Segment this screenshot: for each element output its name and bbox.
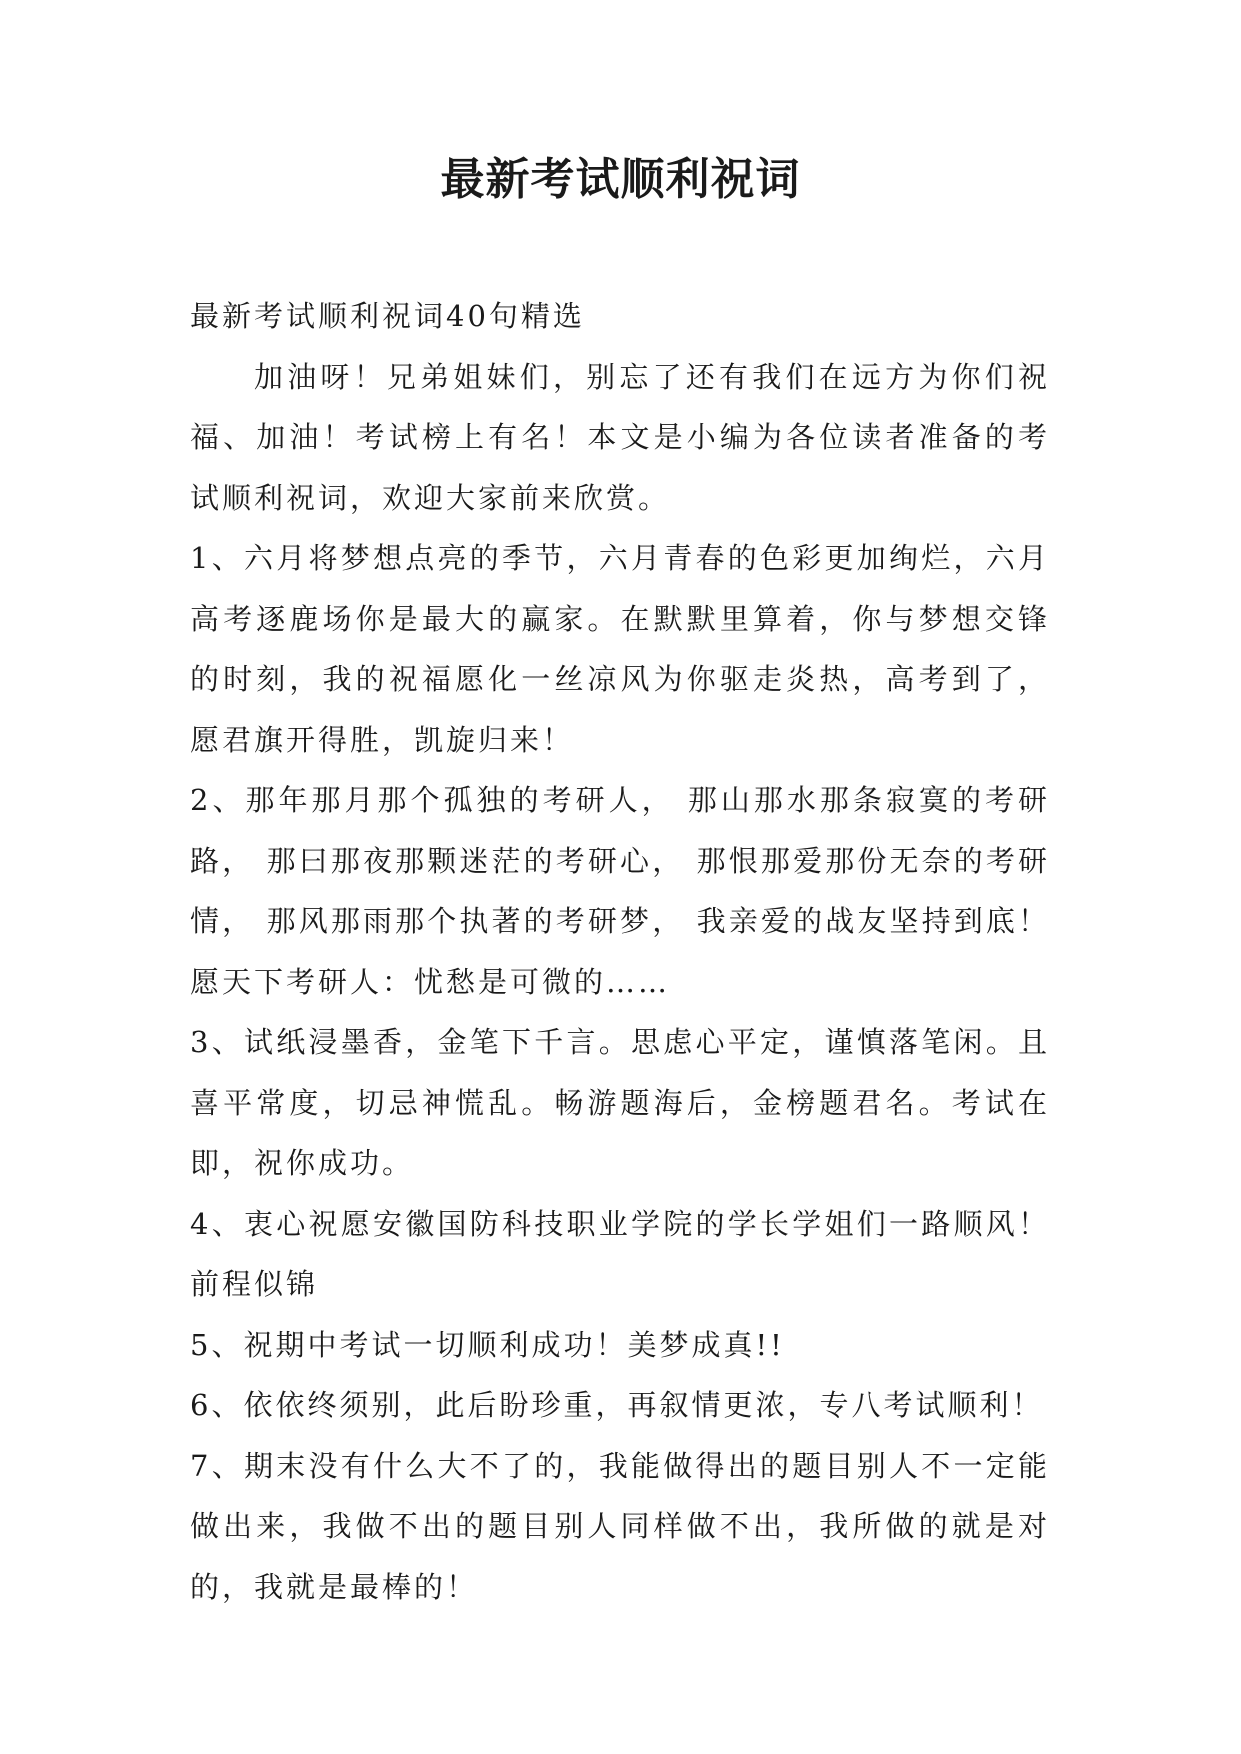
intro-paragraph: 加油呀！兄弟姐妹们，别忘了还有我们在远方为你们祝福、加油！考试榜上有名！本文是小编为各位读者准备的考试顺利祝词，欢迎大家前来欣赏。 xyxy=(190,359,1050,515)
wish-item-3: 3、试纸浸墨香，金笔下千言。思虑心平定，谨慎落笔闲。且喜平常度，切忌神慌乱。畅游题海后，金榜题君名。考试在即，祝你成功。 xyxy=(190,1025,1050,1180)
wish-item-5: 5、祝期中考试一切顺利成功！美梦成真!! xyxy=(190,1327,785,1362)
wish-item-6: 6、依依终须别，此后盼珍重，再叙情更浓，专八考试顺利！ xyxy=(190,1388,1044,1422)
wish-item-1: 1、六月将梦想点亮的季节，六月青春的色彩更加绚烂，六月高考逐鹿场你是最大的赢家。在默默里算着，你与梦想交锋的时刻，我的祝福愿化一丝凉风为你驱走炎热，高考到了，愿君旗开得胜，凯旋归来！ xyxy=(190,541,1050,757)
document-body xyxy=(190,286,1050,1617)
wish-item-7: 7、期末没有什么大不了的，我能做得出的题目别人不一定能做出来，我做不出的题目别人同样做不出，我所做的就是对的，我就是最棒的！ xyxy=(190,1448,1050,1604)
document-subtitle: 最新考试顺利祝词40句精选 xyxy=(190,299,585,333)
wish-item-2: 2、那年那月那个孤独的考研人， 那山那水那条寂寞的考研路， 那曰那夜那颗迷茫的考研心， 那恨那爱那份无奈的考研情， 那风那雨那个执著的考研梦， 我亲爱的战友坚持到底！愿天下考研人：忧愁是可微的…… xyxy=(190,783,1050,999)
wish-item-4: 4、衷心祝愿安徽国防科技职业学院的学长学姐们一路顺风！前程似锦 xyxy=(190,1206,1050,1301)
document-title: 最新考试顺利祝词 xyxy=(440,154,801,205)
